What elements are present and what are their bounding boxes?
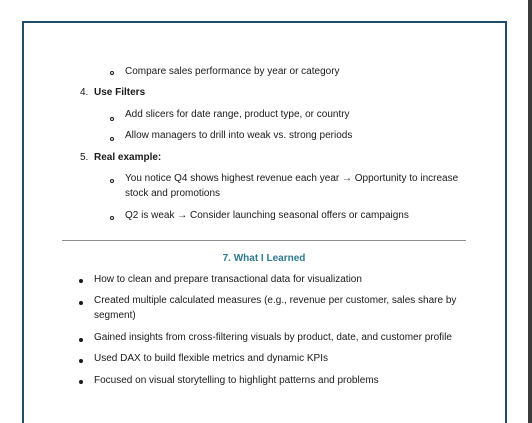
list-number: 5. xyxy=(80,152,89,163)
sub-bullet-marker xyxy=(110,179,114,183)
list-number: 4. xyxy=(80,87,89,98)
bullet-marker xyxy=(79,338,83,342)
list-item-text: Compare sales performance by year or category xyxy=(125,66,340,77)
sub-bullet-marker xyxy=(110,117,114,121)
list-item-text: Created multiple calculated measures (e.g., revenue per customer, sales share by xyxy=(94,295,457,306)
list-item-text: Focused on visual storytelling to highlight patterns and problems xyxy=(94,375,379,386)
sub-bullet-marker xyxy=(110,137,114,141)
bullet-marker xyxy=(79,359,83,363)
section-divider xyxy=(62,240,466,241)
list-item-text: Q2 is weak → Consider launching seasonal offers or campaigns xyxy=(125,210,409,221)
sub-bullet-marker xyxy=(110,216,114,220)
list-item-text: Add slicers for date range, product type, or country xyxy=(125,109,350,120)
list-item-text: You notice Q4 shows highest revenue each year → Opportunity to increase xyxy=(125,173,459,184)
sub-bullet-marker xyxy=(110,71,114,75)
list-item-text-continued: segment) xyxy=(94,310,136,321)
list-item-text: Gained insights from cross-filtering visuals by product, date, and customer profile xyxy=(94,332,452,343)
list-item-title: Real example: xyxy=(94,152,162,163)
bullet-marker xyxy=(79,380,83,384)
bullet-marker xyxy=(79,301,83,305)
list-item-text: Used DAX to build flexible metrics and dynamic KPIs xyxy=(94,353,328,364)
list-item-text-continued: stock and promotions xyxy=(125,188,221,199)
list-item-text: Allow managers to drill into weak vs. strong periods xyxy=(125,130,353,141)
bullet-marker xyxy=(79,279,83,283)
list-item-text: How to clean and prepare transactional data for visualization xyxy=(94,274,362,285)
list-item-title: Use Filters xyxy=(94,87,146,98)
section-heading: 7. What I Learned xyxy=(222,253,306,264)
